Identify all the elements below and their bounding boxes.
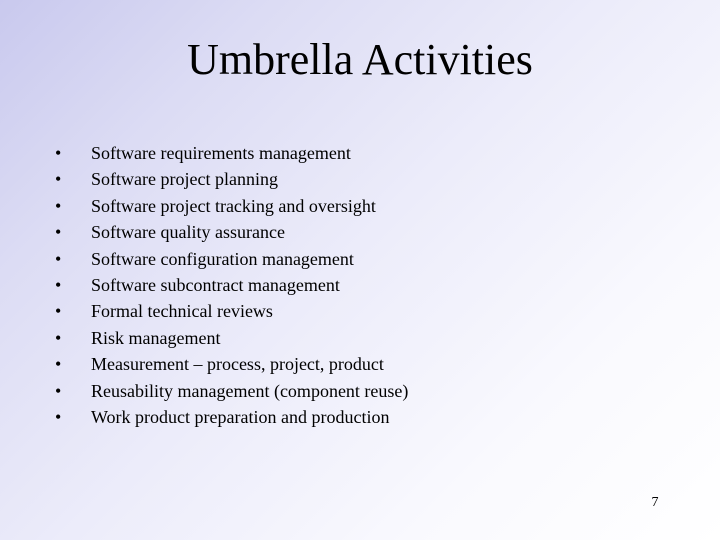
list-item [52, 378, 408, 404]
page-number: 7 [651, 495, 659, 510]
bullet-icon: • [55, 301, 62, 322]
bullet-text: Work product preparation and production [91, 406, 390, 427]
bullet-text: Formal technical reviews [91, 301, 273, 322]
list-item [52, 219, 408, 245]
bullet-icon: • [55, 274, 62, 295]
bullet-text: Software configuration management [91, 248, 354, 269]
bullet-text: Software project planning [91, 169, 278, 190]
bullet-icon: • [55, 406, 62, 427]
list-item [52, 246, 408, 272]
bullet-icon: • [55, 169, 62, 190]
bullet-text: Reusability management (component reuse) [91, 380, 409, 401]
bullet-icon: • [55, 380, 62, 401]
list-item [52, 325, 408, 351]
bullet-text: Software project tracking and oversight [91, 195, 376, 216]
bullet-text: Software subcontract management [91, 274, 340, 295]
bullet-text: Measurement – process, project, product [91, 354, 384, 375]
list-item [52, 193, 408, 219]
list-item [52, 351, 408, 377]
bullet-list [52, 140, 408, 430]
bullet-text: Software quality assurance [91, 222, 285, 243]
bullet-icon: • [55, 327, 62, 348]
slide-title: Umbrella Activities [187, 35, 533, 84]
list-item [52, 298, 408, 324]
bullet-icon: • [55, 354, 62, 375]
list-item [52, 272, 408, 298]
bullet-icon: • [55, 195, 62, 216]
bullet-text: Risk management [91, 327, 221, 348]
bullet-text: Software requirements management [91, 143, 351, 163]
list-item [52, 140, 408, 166]
list-item [52, 404, 408, 430]
bullet-icon: • [55, 248, 62, 269]
list-item [52, 166, 408, 192]
bullet-icon: • [55, 143, 62, 163]
bullet-icon: • [55, 222, 62, 243]
